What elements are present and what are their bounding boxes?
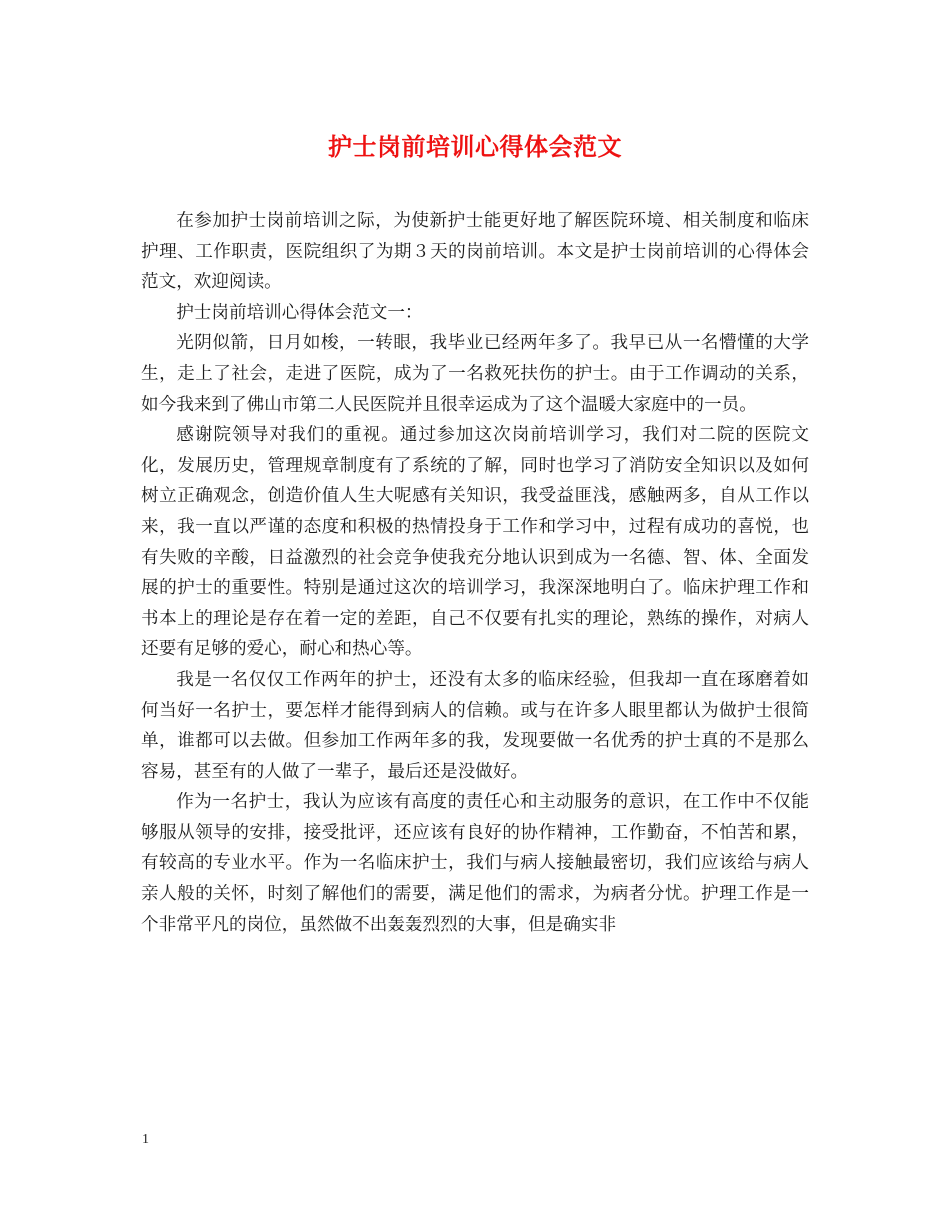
paragraph-section-heading: 护士岗前培训心得体会范文一： <box>176 302 423 323</box>
page-number: 1 <box>142 1132 149 1147</box>
paragraph-4: 作为一名护士，我认为应该有高度的责任心和主动服务的意识，在工作中不仅能够服从领导的安排，接受批评，还应该有良好的协作精神，工作勤奋，不怕苦和累，有较高的专业水平。作为一名临床护士，我们与病人接触最密切，我们应该给与病人亲人般的关怀，时刻了解他们的需要，满足他们的需求，为病者分忧。护理工作是一个非常平凡的岗位，虽然做不出轰轰烈烈的大事，但是确实非 <box>141 792 809 935</box>
paragraph-3: 我是一名仅仅工作两年的护士，还没有太多的临床经验，但我却一直在琢磨着如何当好一名护士，要怎样才能得到病人的信赖。或与在许多人眼里都认为做护士很简单，谁都可以去做。但参加工作两年多的我，发现要做一名优秀的护士真的不是那么容易，甚至有的人做了一辈子，最后还是没做好。 <box>141 669 809 782</box>
document-title: 护士岗前培训心得体会范文 <box>328 132 622 161</box>
paragraph-2: 感谢院领导对我们的重视。通过参加这次岗前培训学习，我们对二院的医院文化，发展历史，管理规章制度有了系统的了解，同时也学习了消防安全知识以及如何树立正确观念，创造价值人生大呢感有关知识，我受益匪浅，感触两多，自从工作以来，我一直以严谨的态度和积极的热情投身于工作和学习中，过程有成功的喜悦，也有失败的辛酸，日益激烈的社会竞争使我充分地认识到成为一名德、智、体、全面发展的护士的重要性。特别是通过这次的培训学习，我深深地明白了。临床护理工作和书本上的理论是存在着一定的差距，自己不仅要有扎实的理论，熟练的操作，对病人还要有足够的爱心，耐心和热心等。 <box>141 425 809 660</box>
document-body <box>141 206 809 940</box>
paragraph-intro: 在参加护士岗前培训之际，为使新护士能更好地了解医院环境、相关制度和临床护理、工作职责，医院组织了为期３天的岗前培训。本文是护士岗前培训的心得体会范文，欢迎阅读。 <box>141 211 809 293</box>
paragraph-1: 光阴似箭，日月如梭，一转眼，我毕业已经两年多了。我早已从一名懵懂的大学生，走上了社会，走进了医院，成为了一名救死扶伤的护士。由于工作调动的关系，如今我来到了佛山市第二人民医院并且很幸运成为了这个温暖大家庭中的一员。 <box>141 333 809 415</box>
